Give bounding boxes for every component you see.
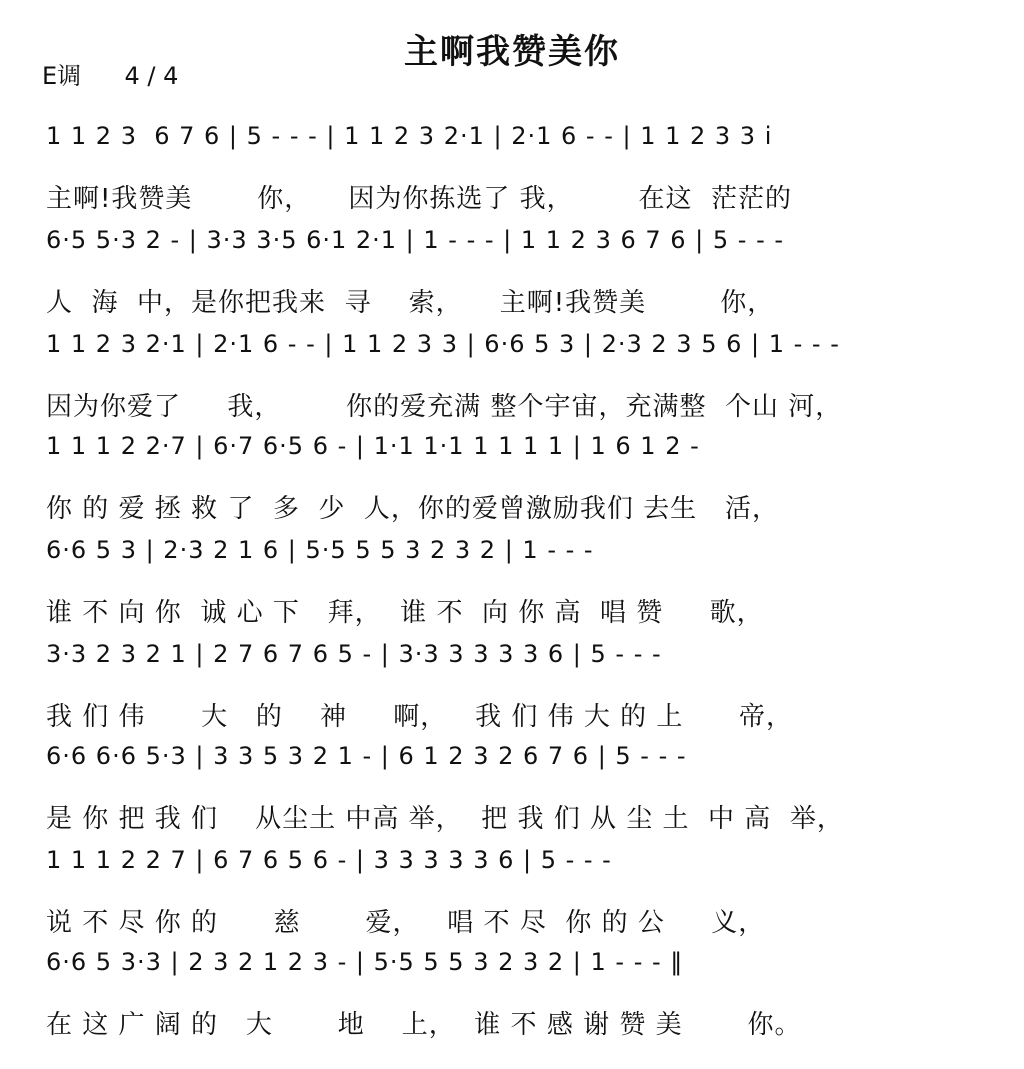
key-time-signature (42, 56, 178, 91)
notation-line: 6·6 5 3·3 | 2 3 2 1 2 3 - | 5·5 5 5 3 2 3 2 | 1 - - - ‖ (46, 948, 684, 976)
notation-line: 3·3 2 3 2 1 | 2 7 6 7 6 5 - | 3·3 3 3 3 3 6 | 5 - - - (46, 640, 662, 668)
notation-line: 1 1 2 3 6 7 6 | 5 - - - | 1 1 2 3 2·1 | 2·1 6 - - | 1 1 2 3 3 i (46, 122, 773, 150)
music-system (46, 536, 986, 640)
lyrics-line: 因为你爱了 我， 你的爱充满 整个宇宙，充满整 个山 河， (46, 392, 843, 422)
music-system (46, 640, 986, 744)
notation-line: 1 1 1 2 2 7 | 6 7 6 5 6 - | 3 3 3 3 3 6 | 5 - - - (46, 846, 612, 874)
lyrics-line: 你 的 爱 拯 救 了 多 少 人，你的爱曾激励我们 去生 活， (46, 494, 779, 524)
music-system (46, 226, 986, 330)
music-system (46, 122, 986, 226)
song-title: 主啊我赞美你 (404, 32, 620, 72)
time-signature: 4 / 4 (124, 62, 179, 90)
lyrics-line: 谁 不 向 你 诚 心 下 拜， 谁 不 向 你 高 唱 赞 歌， (46, 598, 764, 628)
lyrics-line: 说 不 尽 你 的 慈 爱， 唱 不 尽 你 的 公 义， (46, 908, 766, 938)
notation-line: 6·6 5 3 | 2·3 2 1 6 | 5·5 5 5 3 2 3 2 | 1 - - - (46, 536, 594, 564)
music-system (46, 432, 986, 536)
lyrics-line: 是 你 把 我 们 从尘土 中高 举， 把 我 们 从 尘 土 中 高 举， (46, 804, 844, 834)
notation-line: 6·6 6·6 5·3 | 3 3 5 3 2 1 - | 6 1 2 3 2 6 7 6 | 5 - - - (46, 742, 687, 770)
key-signature: E调 (42, 62, 82, 90)
notation-line: 6·5 5·3 2 - | 3·3 3·5 6·1 2·1 | 1 - - - | 1 1 2 3 6 7 6 | 5 - - - (46, 226, 785, 254)
lyrics-line: 在 这 广 阔 的 大 地 上， 谁 不 感 谢 赞 美 你。 (46, 1010, 802, 1040)
lyrics-line: 我 们 伟 大 的 神 啊， 我 们 伟 大 的 上 帝， (46, 702, 793, 732)
music-system (46, 742, 986, 846)
music-system (46, 330, 986, 434)
music-system (46, 846, 986, 950)
lyrics-line: 人 海 中，是你把我来 寻 索， 主啊!我赞美 你， (46, 288, 775, 318)
music-system (46, 948, 986, 1052)
notation-line: 1 1 2 3 2·1 | 2·1 6 - - | 1 1 2 3 3 | 6·6 5 3 | 2·3 2 3 5 6 | 1 - - - (46, 330, 840, 358)
lyrics-line: 主啊!我赞美 你， 因为你拣选了 我， 在这 茫茫的 (46, 184, 792, 214)
notation-line: 1 1 1 2 2·7 | 6·7 6·5 6 - | 1·1 1·1 1 1 1 1 | 1 6 1 2 - (46, 432, 700, 460)
